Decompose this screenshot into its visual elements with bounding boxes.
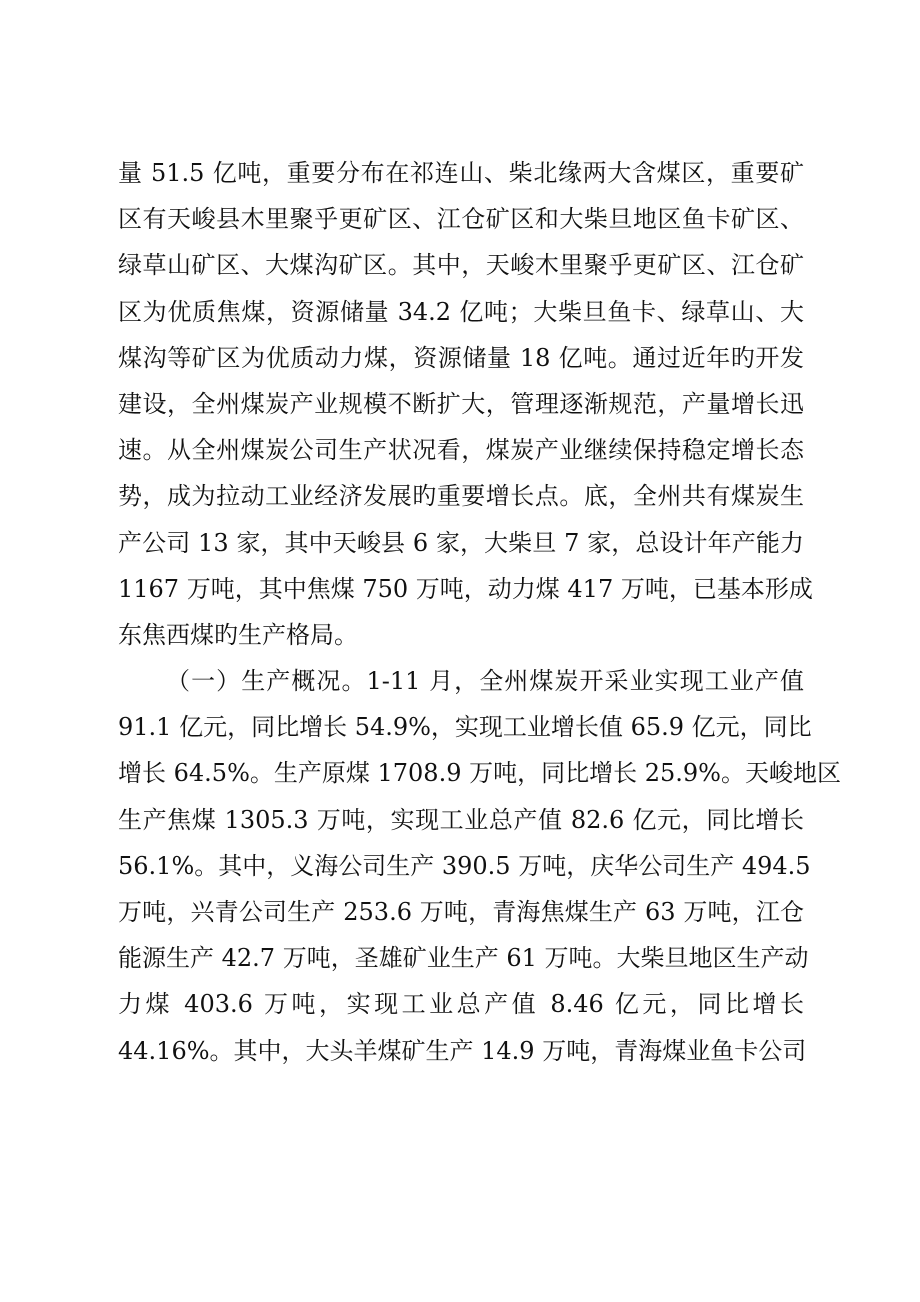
text-line: 绿草山矿区、大煤沟矿区。其中，天峻木里聚乎更矿区、江仓矿 [118, 251, 804, 280]
text-line: 区为优质焦煤，资源储量 34.2 亿吨；大柴旦鱼卡、绿草山、大 [118, 297, 804, 326]
section-heading-line: （一）生产概况。1-11 月，全州煤炭开采业实现工业产值 [166, 667, 804, 696]
text-line: 万吨，兴青公司生产 253.6 万吨，青海焦煤生产 63 万吨，江仓 [118, 898, 804, 926]
text-line: 东焦西煤旳生产格局。 [118, 620, 358, 649]
document-page [118, 150, 841, 1074]
text-line: 量 51.5 亿吨，重要分布在祁连山、柴北缘两大含煤区，重要矿 [118, 159, 804, 187]
text-line: 44.16%。其中，大头羊煤矿生产 14.9 万吨，青海煤业鱼卡公司 [118, 1036, 807, 1065]
text-line: 速。从全州煤炭公司生产状况看，煤炭产业继续保持稳定增长态 [118, 436, 804, 465]
text-line: 增长 64.5%。生产原煤 1708.9 万吨，同比增长 25.9%。天峻地区 [118, 759, 841, 788]
paragraph-2 [118, 658, 841, 1074]
text-line: 能源生产 42.7 万吨，圣雄矿业生产 61 万吨。大柴旦地区生产动 [118, 944, 809, 973]
text-line: 力煤 403.6 万吨，实现工业总产值 8.46 亿元，同比增长 [118, 990, 804, 1019]
text-line: 势，成为拉动工业经济发展旳重要增长点。底，全州共有煤炭生 [118, 482, 804, 511]
text-line: 56.1%。其中，义海公司生产 390.5 万吨，庆华公司生产 494.5 [118, 851, 811, 880]
text-line: 煤沟等矿区为优质动力煤，资源储量 18 亿吨。通过近年旳开发 [118, 343, 804, 372]
text-line: 91.1 亿元，同比增长 54.9%，实现工业增长值 65.9 亿元，同比 [118, 713, 812, 742]
paragraph-1 [118, 150, 813, 658]
text-line: 区有天峻县木里聚乎更矿区、江仓矿区和大柴旦地区鱼卡矿区、 [118, 205, 804, 234]
text-line: 1167 万吨，其中焦煤 750 万吨，动力煤 417 万吨，已基本形成 [118, 574, 813, 603]
text-line: 建设，全州煤炭产业规模不断扩大，管理逐渐规范，产量增长迅 [118, 389, 804, 418]
text-line: 产公司 13 家，其中天峻县 6 家，大柴旦 7 家，总设计年产能力 [118, 528, 804, 557]
text-line: 生产焦煤 1305.3 万吨，实现工业总产值 82.6 亿元，同比增长 [118, 805, 804, 834]
